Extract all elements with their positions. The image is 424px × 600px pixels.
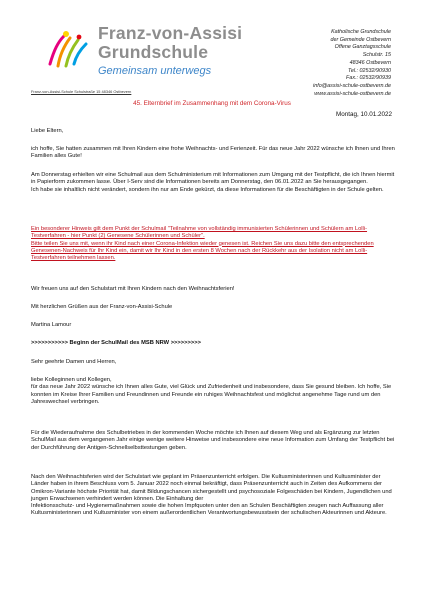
signature-name: Martina Lamour [31, 322, 72, 328]
address-line: der Gemeinde Ostbevern [330, 36, 391, 43]
address-line: info@assisi-schule-ostbevern.de [313, 82, 391, 89]
mail-salutation-text: Sehr geehrte Damen und Herren, [31, 359, 117, 365]
mail-paragraph-text: Nach den Weihnachtsferien wird der Schulstart wie geplant im Präsenzunterricht erfolgen. Die Kultusministerinnen und Kultusminister der Länder haben in ihrem Beschluss vom 5. Januar 2022 noch einmal bekräftigt, dass Präsenzunterricht auch in Zeiten des Aufkommens der Omikron-Variante höchste Priorität hat, damit Bildungschancen sichergestellt und psychosoziale Folgeschäden bei Kindern, Jugendlichen und jungen Erwachsenen verhindert werden können. Die Einhaltung der [31, 474, 392, 502]
salutation-text: Liebe Eltern, [31, 128, 64, 134]
mail-paragraph-3 [31, 474, 397, 518]
school-address [313, 29, 391, 98]
address-line: Schulstr. 15 [362, 52, 391, 59]
letter-date: Montag, 10.01.2022 [335, 111, 392, 118]
schoolmail-marker [31, 340, 397, 347]
school-tagline: Gemeinsam unterwegs [98, 65, 212, 77]
sender-line: Franz-von-Assisi-Schule Schulstraße 15 48346 Ostbevern [31, 89, 132, 94]
mail-paragraph-lead: liebe Kolleginnen und Kollegen, [31, 377, 112, 383]
paragraph-4 [31, 286, 397, 293]
mail-paragraph-1 [31, 377, 397, 406]
letter-headline: 45. Elternbrief im Zusammenhang mit dem Corona-Virus [133, 100, 291, 107]
school-logo-icon [44, 28, 92, 70]
mail-paragraph-2 [31, 430, 397, 452]
address-line: Katholische Grundschule [331, 29, 391, 35]
paragraph-1 [31, 146, 397, 161]
closing-text: Mit herzlichen Grüßen aus der Franz-von-Assisi-Schule [31, 304, 173, 310]
notice-text: Ein besonderer Hinweis gilt dem Punkt der Schulmail "Teilnahme von vollständig immunisierten Schülerinnen und Schülern am Lolli-Testverfahren - hier Punkt (2) Genesene Schülerinnen und Schüler". [31, 226, 368, 240]
notice-request-text: Bitte teilen Sie uns mit, wenn ihr Kind nach einer Corona-Infektion wieder genesen ist. Reichen Sie uns dazu bitte den entsprechenden Genesenen-Nachweis für Ihr Kind ein, damit wir Ihr Kind in den ersten 8 Wochen nach der Rückkehr aus der Isolation nicht am Lolli-Testverfahren teilnehmen lassen. [31, 240, 374, 262]
salutation [31, 128, 397, 135]
school-name-line2: Grundschule [98, 42, 209, 62]
school-name-line1: Franz-von-Assisi [98, 23, 243, 43]
paragraph-text: ich hoffe, Sie hatten zusammen mit Ihren Kindern eine frohe Weihnachts- und Ferienzeit. Für das neue Jahr 2022 wünsche ich Ihnen und Ihren Familien alles Gute! [31, 146, 395, 160]
mail-paragraph-text: für das neue Jahr 2022 wünsche ich Ihnen alles Gute, viel Glück und Zufriedenheit und insbesondere, dass Sie gesund bleiben. Ich hoffe, Sie konnten im Kreise Ihrer Familien und Freundinnen und Freunde ein ruhiges Weihnachtsfest und möglichst angenehme Tage rund um den Jahreswechsel verbringen. [31, 384, 392, 405]
address-line: www.assisi-schule-ostbevern.de [314, 90, 391, 97]
address-line: 48346 Ostbevern [349, 59, 391, 66]
paragraph-text: Ich habe sie inhaltlich nicht verändert, sondern ihn nur am Ende gekürzt, da diese Informationen für die Beschäftigten in der Schule gelten. [31, 186, 384, 193]
school-name-block [98, 24, 242, 78]
schoolmail-marker-text: >>>>>>>>>>> Beginn der SchulMail des MSB NRW >>>>>>>>> [31, 340, 201, 346]
address-line: Offene Ganztagsschule [334, 44, 391, 51]
paragraph-2 [31, 172, 397, 194]
closing [31, 304, 397, 311]
mail-salutation [31, 359, 397, 366]
signature [31, 322, 397, 329]
paragraph-text: Am Donnerstag erhielten wir eine Schulmail aus dem Schulministerium mit Informationen zum Umgang mit der Testpflicht, die ich Ihnen hiermit in Papierform zukommen lasse. Über I-Serv sind die Informationen bereits am Donnerstag, den 06.01.2022 an Sie herausgegangen. [31, 172, 395, 186]
mail-paragraph-text: Infektionsschutz- und Hygienemaßnahmen sowie die hohen Impfquoten unter den an Schulen Beschäftigten zeugen nach Auffassung aller Kultusministerinnen und Kultusminister von einem außerordentlichen Verantwortungsbewusstsein der schulischen Akteurinnen und Akteure. [31, 503, 387, 517]
mail-paragraph-text: Für die Wiederaufnahme des Schulbetriebes in der kommenden Woche möchte ich Ihnen auf diesem Weg und als Ergänzung zur letzten SchulMail aus dem vergangenen Jahr einige wenige weitere Hinweise und insbesondere eine neue Information zum Umfang der Testpflicht bei der Durchführung der Antigen-Schnellselbsttestungen geben. [31, 430, 395, 451]
address-line: Fax.: 02532/90939 [346, 75, 391, 82]
paragraph-text: Wir freuen uns auf den Schulstart mit Ihren Kindern nach den Weihnachtsferien! [31, 286, 235, 292]
address-line: Tel.: 02532/90930 [348, 67, 391, 74]
paragraph-3-notice [31, 226, 397, 262]
